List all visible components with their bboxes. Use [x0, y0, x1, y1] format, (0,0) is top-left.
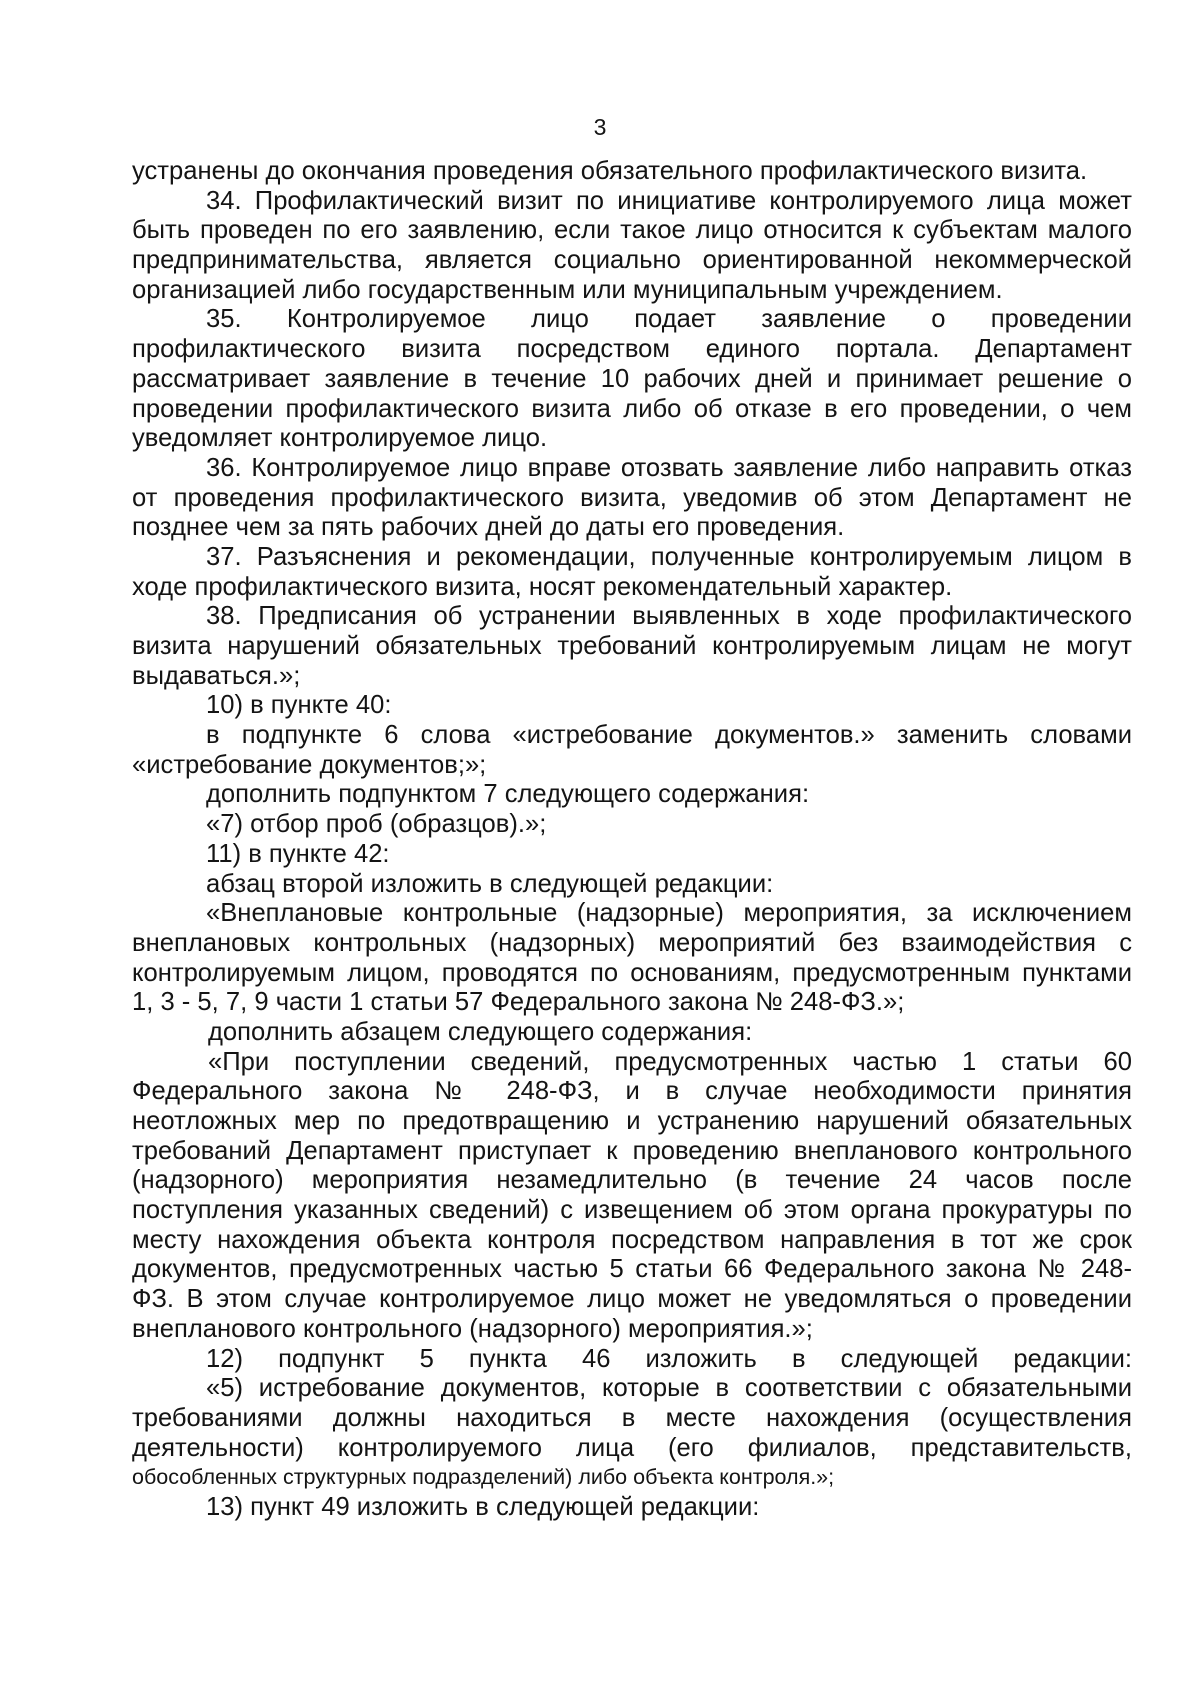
text-line: от проведения профилактического визита, уведомив об этом Департамент не	[132, 483, 1132, 512]
text-line: «Внеплановые контрольные (надзорные) мероприятия, за исключением	[206, 899, 1132, 928]
text-line: требований Департамент приступает к проведению внепланового контрольного	[132, 1136, 1132, 1165]
paragraph-34-line: 34. Профилактический визит по инициативе контролируемого лица может	[206, 186, 1132, 215]
text-line: абзац второй изложить в следующей редакции:	[206, 869, 774, 898]
text-line: документов, предусмотренных частью 5 статьи 66 Федерального закона № 248-	[132, 1255, 1132, 1284]
paragraph-35-line: 35. Контролируемое лицо подает заявление о проведении	[206, 305, 1132, 334]
text-line: внеплановых контрольных (надзорных) мероприятий без взаимодействия с	[132, 928, 1132, 957]
item-13-line: 13) пункт 49 изложить в следующей редакции:	[206, 1492, 760, 1521]
text-line: дополнить абзацем следующего содержания:	[208, 1017, 753, 1046]
text-line: ходе профилактического визита, носят рекомендательный характер.	[132, 572, 953, 601]
text-line: проведении профилактического визита либо об отказе в его проведении, о чем	[132, 394, 1132, 423]
text-line: выдаваться.»;	[132, 661, 301, 690]
item-10-line: 10) в пункте 40:	[206, 691, 392, 720]
text-line: ФЗ. В этом случае контролируемое лицо может не уведомляться о проведении	[132, 1285, 1132, 1314]
text-line: уведомляет контролируемое лицо.	[132, 424, 548, 453]
text-line: внепланового контрольного (надзорного) мероприятия.»;	[132, 1314, 813, 1343]
text-line: требованиями должны находиться в месте нахождения (осуществления	[132, 1403, 1132, 1432]
text-line: визита нарушений обязательных требований контролируемым лицам не могут	[132, 632, 1132, 660]
text-line: деятельности) контролируемого лица (его филиалов, представительств,	[132, 1433, 1132, 1462]
paragraph-36-line: 36. Контролируемое лицо вправе отозвать заявление либо направить отказ	[206, 453, 1132, 482]
text-line: позднее чем за пять рабочих дней до даты его проведения.	[132, 513, 845, 542]
page-number: 3	[593, 114, 607, 140]
paragraph-38-line: 38. Предписания об устранении выявленных в ходе профилактического	[206, 602, 1132, 631]
text-line: «истребование документов;»;	[132, 750, 487, 779]
text-line: Федерального закона № 248-ФЗ, и в случае необходимости принятия	[132, 1077, 1132, 1106]
text-line: неотложных мер по предотвращению и устранению нарушений обязательных	[132, 1107, 1132, 1135]
text-line: «5) истребование документов, которые в соответствии с обязательными	[206, 1374, 1132, 1403]
text-line: профилактического визита посредством единого портала. Департамент	[132, 335, 1132, 364]
document-body	[132, 157, 1132, 1523]
text-line: месту нахождения объекта контроля посредством направления в тот же срок	[132, 1225, 1132, 1254]
text-line: поступления указанных сведений) с извещением об этом органа прокуратуры по	[132, 1196, 1132, 1225]
item-11-line: 11) в пункте 42:	[206, 839, 390, 868]
text-line: «При поступлении сведений, предусмотренных частью 1 статьи 60	[208, 1047, 1132, 1076]
text-line: рассматривает заявление в течение 10 рабочих дней и принимает решение о	[132, 364, 1132, 393]
item-12-line: 12) подпункт 5 пункта 46 изложить в следующей редакции:	[206, 1344, 1132, 1373]
text-line: дополнить подпунктом 7 следующего содержания:	[206, 780, 810, 809]
paragraph-37-line: 37. Разъяснения и рекомендации, полученные контролируемым лицом в	[206, 542, 1132, 571]
text-line: устранены до окончания проведения обязательного профилактического визита.	[132, 157, 1088, 185]
text-line: в подпункте 6 слова «истребование документов.» заменить словами	[206, 721, 1132, 750]
text-line: организацией либо государственным или муниципальным учреждением.	[132, 275, 1003, 304]
text-line: 1, 3 - 5, 7, 9 части 1 статьи 57 Федерального закона № 248-ФЗ.»;	[132, 988, 905, 1017]
text-line: быть проведен по его заявлению, если такое лицо относится к субъектам малого	[132, 216, 1132, 245]
text-line: обособленных структурных подразделений) либо объекта контроля.»;	[132, 1465, 835, 1490]
text-line: контролируемым лицом, проводятся по основаниям, предусмотренным пунктами	[132, 958, 1132, 987]
text-line: предпринимательства, является социально ориентированной некоммерческой	[132, 246, 1132, 275]
text-line: (надзорного) мероприятия незамедлительно (в течение 24 часов после	[132, 1166, 1132, 1195]
text-line: «7) отбор проб (образцов).»;	[206, 810, 547, 839]
